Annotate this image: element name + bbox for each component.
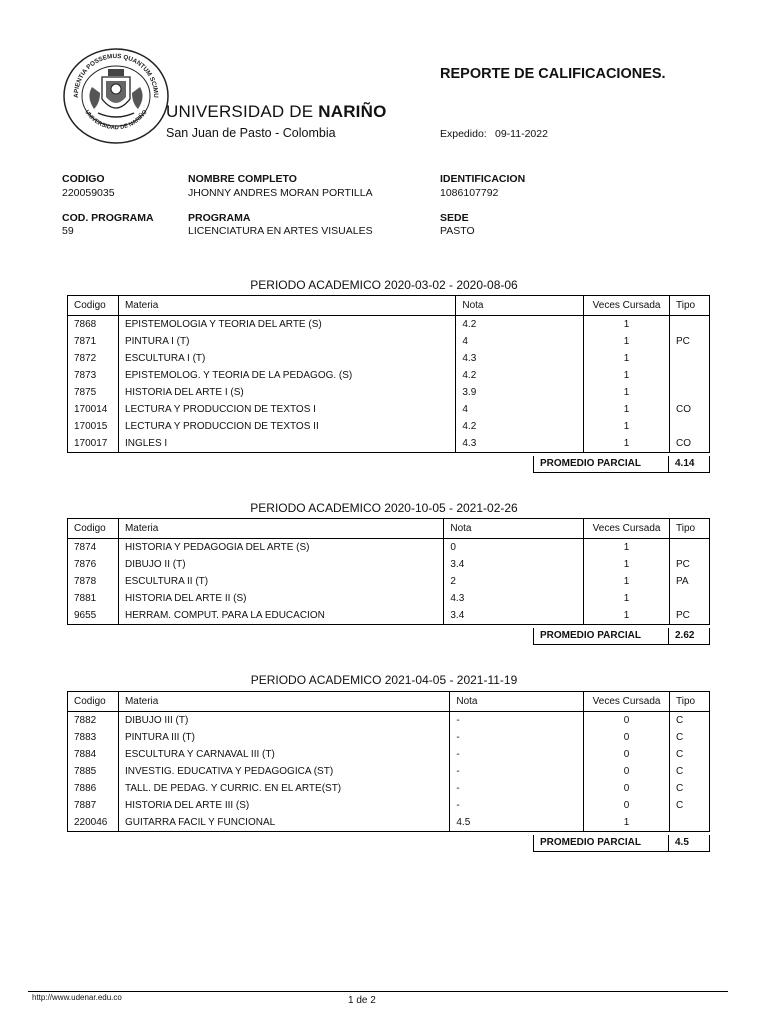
codigo-value: 220059035 — [62, 187, 115, 199]
programa-label: PROGRAMA — [188, 212, 251, 224]
cell-veces: 1 — [584, 814, 670, 832]
cell-tipo: CO — [670, 401, 710, 418]
cell-veces: 1 — [584, 384, 670, 401]
cell-tipo: PC — [670, 607, 710, 625]
university-name-bold: NARIÑO — [318, 102, 387, 121]
col-nota: Nota — [456, 296, 584, 316]
cell-materia: HISTORIA Y PEDAGOGIA DEL ARTE (S) — [118, 539, 443, 557]
cell-codigo: 170014 — [68, 401, 119, 418]
table-row — [68, 333, 710, 350]
col-veces: Veces Cursada — [584, 692, 670, 712]
table-row — [68, 746, 710, 763]
col-tipo: Tipo — [670, 519, 710, 539]
cell-codigo: 170017 — [68, 435, 119, 453]
cell-veces: 0 — [584, 712, 670, 730]
cell-materia: HERRAM. COMPUT. PARA LA EDUCACION — [118, 607, 443, 625]
cell-codigo: 7868 — [68, 316, 119, 334]
cell-veces: 1 — [584, 435, 670, 453]
cell-veces: 1 — [584, 556, 670, 573]
promedio-label: PROMEDIO PARCIAL — [534, 628, 669, 644]
cell-nota: 0 — [444, 539, 584, 557]
cell-nota: - — [450, 712, 584, 730]
cell-materia: INVESTIG. EDUCATIVA Y PEDAGOGICA (ST) — [118, 763, 449, 780]
cell-nota: 4.2 — [456, 418, 584, 435]
cell-nota: 4.2 — [456, 316, 584, 334]
cell-materia: EPISTEMOLOGIA Y TEORIA DEL ARTE (S) — [118, 316, 455, 334]
table-row — [68, 367, 710, 384]
table-row — [68, 573, 710, 590]
promedio-label: PROMEDIO PARCIAL — [534, 456, 669, 472]
col-materia: Materia — [118, 519, 443, 539]
col-nota: Nota — [444, 519, 584, 539]
issued-date: 09-11-2022 — [495, 128, 548, 140]
page-number: 1 de 2 — [348, 995, 376, 1006]
cell-tipo — [670, 539, 710, 557]
promedio-value: 2.62 — [675, 630, 695, 641]
cell-nota: 4.2 — [456, 367, 584, 384]
cell-materia: DIBUJO II (T) — [118, 556, 443, 573]
cell-tipo: PC — [670, 333, 710, 350]
period-title: PERIODO ACADEMICO 2021-04-05 - 2021-11-19 — [250, 673, 518, 687]
cell-codigo: 7885 — [68, 763, 119, 780]
cell-nota: - — [450, 797, 584, 814]
cod-programa-label: COD. PROGRAMA — [62, 212, 154, 224]
cell-materia: DIBUJO III (T) — [118, 712, 449, 730]
table-row — [68, 384, 710, 401]
cell-veces: 1 — [584, 573, 670, 590]
grades-table — [67, 691, 710, 832]
table-row — [68, 814, 710, 832]
nombre-value: JHONNY ANDRES MORAN PORTILLA — [188, 187, 373, 199]
cell-codigo: 7881 — [68, 590, 119, 607]
cell-tipo: C — [670, 746, 710, 763]
nombre-label: NOMBRE COMPLETO — [188, 173, 297, 185]
promedio-parcial — [533, 456, 710, 473]
cell-tipo: C — [670, 797, 710, 814]
col-tipo: Tipo — [670, 692, 710, 712]
cell-materia: TALL. DE PEDAG. Y CURRIC. EN EL ARTE(ST) — [118, 780, 449, 797]
university-city: San Juan de Pasto - Colombia — [166, 126, 336, 140]
cell-nota: - — [450, 746, 584, 763]
cell-codigo: 7878 — [68, 573, 119, 590]
cell-codigo: 7876 — [68, 556, 119, 573]
cell-nota: 2 — [444, 573, 584, 590]
codigo-label: CODIGO — [62, 173, 105, 185]
cell-tipo — [670, 316, 710, 334]
table-header-row — [68, 692, 710, 712]
period-title: PERIODO ACADEMICO 2020-03-02 - 2020-08-06 — [250, 278, 518, 292]
cell-veces: 1 — [584, 607, 670, 625]
table-row — [68, 556, 710, 573]
cell-tipo: PC — [670, 556, 710, 573]
cell-materia: PINTURA I (T) — [118, 333, 455, 350]
cell-veces: 1 — [584, 316, 670, 334]
cell-veces: 0 — [584, 729, 670, 746]
cell-tipo: C — [670, 712, 710, 730]
cell-materia: HISTORIA DEL ARTE I (S) — [118, 384, 455, 401]
promedio-value: 4.5 — [675, 837, 689, 848]
cell-codigo: 9655 — [68, 607, 119, 625]
cell-veces: 1 — [584, 333, 670, 350]
cell-nota: - — [450, 763, 584, 780]
cell-codigo: 7875 — [68, 384, 119, 401]
cell-nota: 4.3 — [444, 590, 584, 607]
table-row — [68, 780, 710, 797]
table-row — [68, 590, 710, 607]
table-row — [68, 797, 710, 814]
svg-text:UNIVERSIDAD DE NARIÑO: UNIVERSIDAD DE NARIÑO — [83, 109, 149, 132]
cell-materia: ESCULTURA II (T) — [118, 573, 443, 590]
col-veces: Veces Cursada — [584, 296, 670, 316]
table-row — [68, 729, 710, 746]
col-nota: Nota — [450, 692, 584, 712]
table-row — [68, 607, 710, 625]
cell-materia: PINTURA III (T) — [118, 729, 449, 746]
cell-codigo: 7874 — [68, 539, 119, 557]
cell-tipo — [670, 814, 710, 832]
table-row — [68, 712, 710, 730]
promedio-label: PROMEDIO PARCIAL — [534, 835, 669, 851]
university-name — [166, 102, 387, 122]
cell-materia: LECTURA Y PRODUCCION DE TEXTOS II — [118, 418, 455, 435]
col-materia: Materia — [118, 296, 455, 316]
issued-label: Expedido: — [440, 128, 487, 140]
cell-nota: 4 — [456, 401, 584, 418]
cell-codigo: 220046 — [68, 814, 119, 832]
cell-nota: 4.3 — [456, 350, 584, 367]
university-seal — [62, 47, 170, 145]
cell-tipo: C — [670, 763, 710, 780]
cell-codigo: 170015 — [68, 418, 119, 435]
cell-codigo: 7871 — [68, 333, 119, 350]
table-row — [68, 418, 710, 435]
footer-url[interactable]: http://www.udenar.edu.co — [32, 993, 122, 1002]
cell-tipo: CO — [670, 435, 710, 453]
cell-codigo: 7883 — [68, 729, 119, 746]
cell-materia: EPISTEMOLOG. Y TEORIA DE LA PEDAGOG. (S) — [118, 367, 455, 384]
col-codigo: Codigo — [68, 296, 119, 316]
promedio-value: 4.14 — [675, 458, 695, 469]
cell-veces: 0 — [584, 746, 670, 763]
cell-tipo — [670, 350, 710, 367]
university-prefix: UNIVERSIDAD DE — [166, 102, 319, 121]
cell-veces: 1 — [584, 401, 670, 418]
promedio-parcial — [533, 835, 710, 852]
footer-divider — [28, 991, 728, 992]
cell-materia: LECTURA Y PRODUCCION DE TEXTOS I — [118, 401, 455, 418]
identificacion-value: 1086107792 — [440, 187, 499, 199]
cell-tipo: C — [670, 729, 710, 746]
table-header-row — [68, 519, 710, 539]
cell-veces: 1 — [584, 367, 670, 384]
cell-nota: 4.5 — [450, 814, 584, 832]
cell-materia: INGLES I — [118, 435, 455, 453]
table-row — [68, 435, 710, 453]
cell-nota: 4 — [456, 333, 584, 350]
cell-veces: 0 — [584, 780, 670, 797]
cell-codigo: 7887 — [68, 797, 119, 814]
table-row — [68, 401, 710, 418]
col-veces: Veces Cursada — [584, 519, 670, 539]
cell-materia: ESCULTURA Y CARNAVAL III (T) — [118, 746, 449, 763]
cell-veces: 1 — [584, 590, 670, 607]
cell-materia: GUITARRA FACIL Y FUNCIONAL — [118, 814, 449, 832]
cell-codigo: 7882 — [68, 712, 119, 730]
cell-veces: 0 — [584, 763, 670, 780]
table-row — [68, 316, 710, 334]
sede-value: PASTO — [440, 225, 475, 237]
cell-veces: 1 — [584, 350, 670, 367]
cell-tipo — [670, 384, 710, 401]
grades-table — [67, 295, 710, 453]
cell-tipo — [670, 367, 710, 384]
cell-codigo: 7884 — [68, 746, 119, 763]
table-row — [68, 763, 710, 780]
cod-programa-value: 59 — [62, 225, 74, 237]
period-title: PERIODO ACADEMICO 2020-10-05 - 2021-02-26 — [250, 501, 518, 515]
promedio-parcial — [533, 628, 710, 645]
cell-codigo: 7873 — [68, 367, 119, 384]
table-row — [68, 539, 710, 557]
identificacion-label: IDENTIFICACION — [440, 173, 526, 185]
cell-tipo — [670, 590, 710, 607]
programa-value: LICENCIATURA EN ARTES VISUALES — [188, 225, 373, 237]
cell-nota: - — [450, 780, 584, 797]
cell-nota: 3.4 — [444, 556, 584, 573]
cell-materia: HISTORIA DEL ARTE II (S) — [118, 590, 443, 607]
svg-text:SAPIENTIA POSSEMUS QUANTUM SCI: APIENTIA POSSEMUS QUANTUM SCIMU — [72, 52, 160, 98]
grades-table — [67, 518, 710, 625]
report-title: REPORTE DE CALIFICACIONES. — [440, 66, 666, 82]
cell-materia: ESCULTURA I (T) — [118, 350, 455, 367]
cell-veces: 1 — [584, 539, 670, 557]
cell-nota: 4.3 — [456, 435, 584, 453]
col-materia: Materia — [118, 692, 449, 712]
cell-nota: - — [450, 729, 584, 746]
table-row — [68, 350, 710, 367]
col-codigo: Codigo — [68, 692, 119, 712]
cell-materia: HISTORIA DEL ARTE III (S) — [118, 797, 449, 814]
cell-tipo — [670, 418, 710, 435]
sede-label: SEDE — [440, 212, 469, 224]
cell-codigo: 7872 — [68, 350, 119, 367]
cell-veces: 1 — [584, 418, 670, 435]
cell-tipo: PA — [670, 573, 710, 590]
col-tipo: Tipo — [670, 296, 710, 316]
cell-codigo: 7886 — [68, 780, 119, 797]
cell-veces: 0 — [584, 797, 670, 814]
cell-tipo: C — [670, 780, 710, 797]
cell-nota: 3.4 — [444, 607, 584, 625]
col-codigo: Codigo — [68, 519, 119, 539]
table-header-row — [68, 296, 710, 316]
cell-nota: 3.9 — [456, 384, 584, 401]
